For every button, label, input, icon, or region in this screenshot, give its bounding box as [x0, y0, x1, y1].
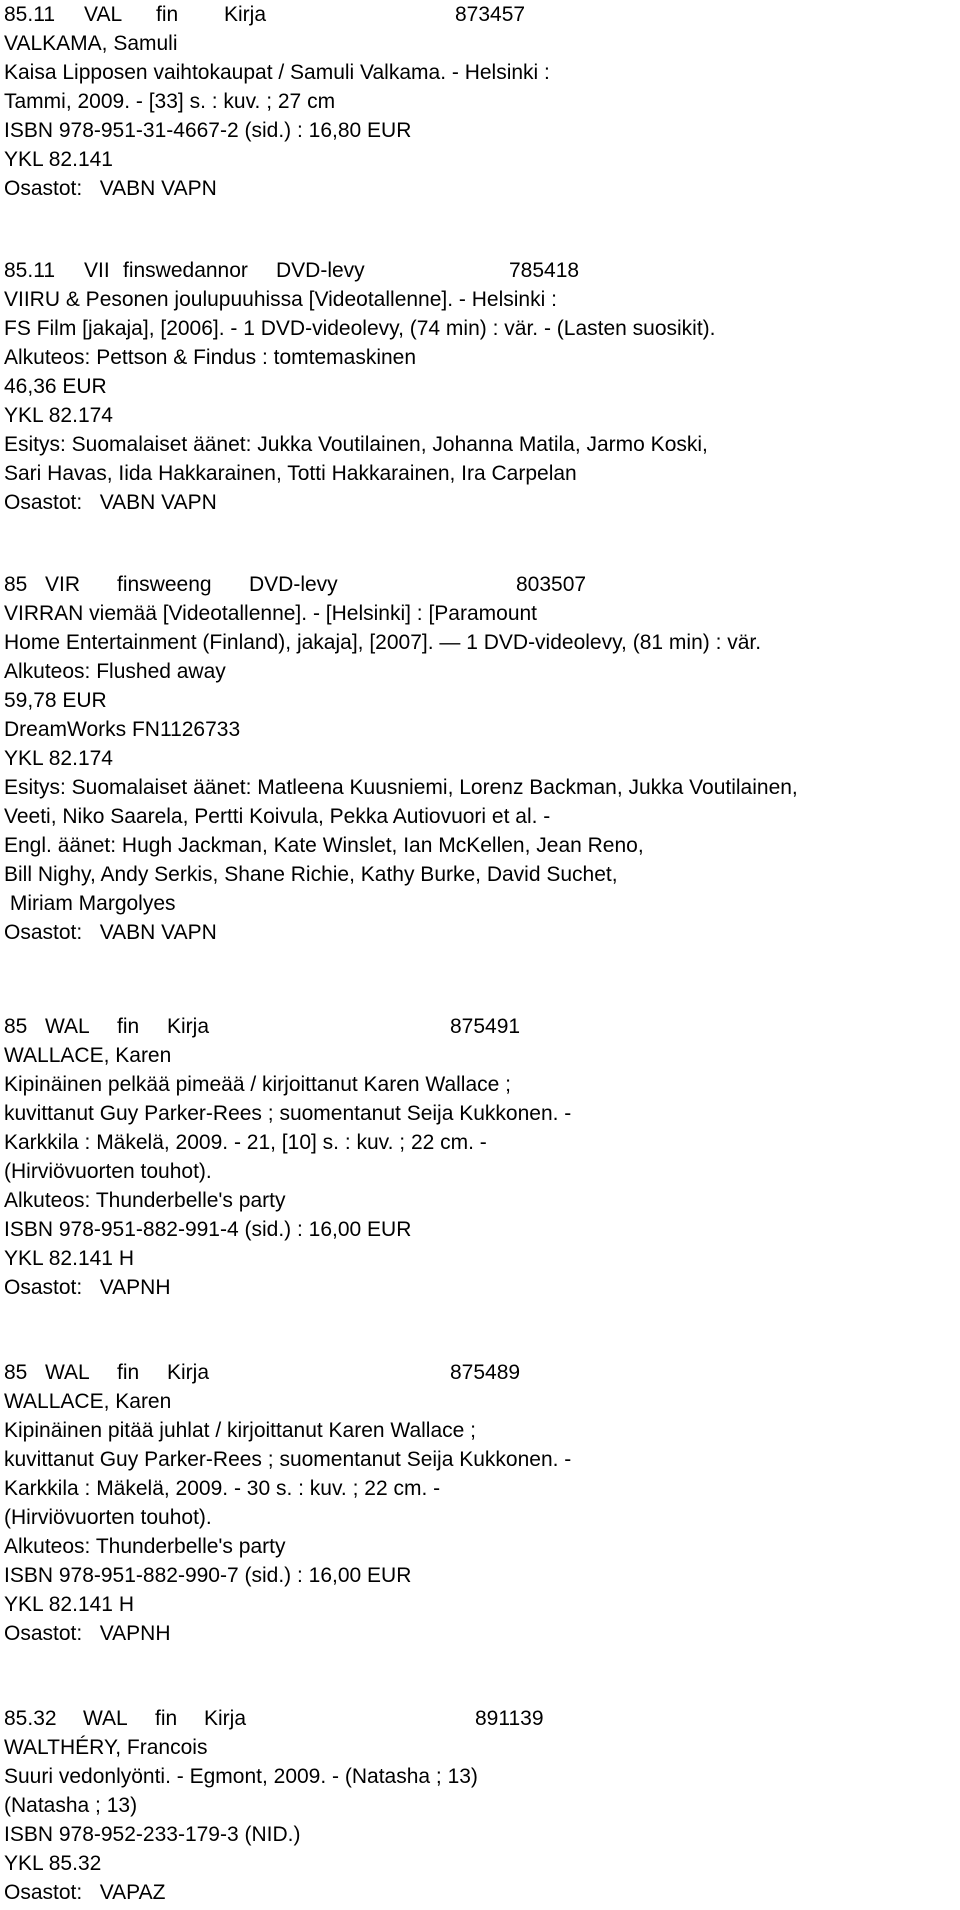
- shelf-code: WAL: [83, 1707, 128, 1730]
- class-code: 85: [4, 573, 28, 596]
- material-type: Kirja: [167, 1015, 210, 1038]
- record-line: Esitys: Suomalaiset äänet: Matleena Kuusniemi, Lorenz Backman, Jukka Voutilainen,: [4, 776, 798, 799]
- record-line: WALTHÉRY, Francois: [4, 1736, 208, 1759]
- record-line: Kipinäinen pelkää pimeää / kirjoittanut Karen Wallace ;: [4, 1073, 512, 1096]
- material-type: Kirja: [204, 1707, 247, 1730]
- class-code: 85.32: [4, 1707, 57, 1730]
- shelf-code: VII: [84, 259, 110, 282]
- record-line: YKL 85.32: [4, 1852, 102, 1875]
- record-line: kuvittanut Guy Parker-Rees ; suomentanut Seija Kukkonen. -: [4, 1448, 572, 1471]
- record-line: VIIRU & Pesonen joulupuuhissa [Videotallenne]. - Helsinki :: [4, 288, 557, 311]
- catalog-record: [4, 570, 954, 947]
- record-line: Osastot: VABN VAPN: [4, 921, 217, 944]
- record-line: WALLACE, Karen: [4, 1390, 172, 1413]
- language-code: fin: [156, 3, 179, 26]
- record-id: 873457: [455, 3, 526, 26]
- class-code: 85.11: [4, 3, 55, 26]
- record-line: (Hirviövuorten touhot).: [4, 1160, 212, 1183]
- record-line: kuvittanut Guy Parker-Rees ; suomentanut Seija Kukkonen. -: [4, 1102, 572, 1125]
- record-line: ISBN 978-952-233-179-3 (NID.): [4, 1823, 301, 1846]
- catalog-record: [4, 0, 954, 203]
- catalog-record: [4, 1358, 954, 1648]
- record-header: [4, 1704, 954, 1733]
- record-id: 803507: [516, 573, 587, 596]
- catalog-record: [4, 1012, 954, 1302]
- class-code: 85.11: [4, 259, 55, 282]
- class-code: 85: [4, 1361, 28, 1384]
- record-header: [4, 256, 954, 285]
- record-line: Kaisa Lipposen vaihtokaupat / Samuli Valkama. - Helsinki :: [4, 61, 550, 84]
- language-code: fin: [117, 1361, 140, 1384]
- record-line: WALLACE, Karen: [4, 1044, 172, 1067]
- record-line: Suuri vedonlyönti. - Egmont, 2009. - (Natasha ; 13): [4, 1765, 478, 1788]
- material-type: DVD-levy: [276, 259, 365, 282]
- record-line: (Hirviövuorten touhot).: [4, 1506, 212, 1529]
- record-line: Osastot: VAPNH: [4, 1276, 171, 1299]
- record-line: VALKAMA, Samuli: [4, 32, 178, 55]
- record-line: VIRRAN viemää [Videotallenne]. - [Helsinki] : [Paramount: [4, 602, 538, 625]
- record-line: Alkuteos: Pettson & Findus : tomtemaskinen: [4, 346, 417, 369]
- record-line: YKL 82.174: [4, 404, 113, 427]
- record-line: Karkkila : Mäkelä, 2009. - 21, [10] s. : kuv. ; 22 cm. -: [4, 1131, 487, 1154]
- record-line: YKL 82.174: [4, 747, 113, 770]
- record-line: DreamWorks FN1126733: [4, 718, 241, 741]
- record-line: Osastot: VABN VAPN: [4, 491, 217, 514]
- record-line: Veeti, Niko Saarela, Pertti Koivula, Pekka Autiovuori et al. -: [4, 805, 551, 828]
- record-id: 891139: [475, 1707, 544, 1730]
- record-line: ISBN 978-951-882-991-4 (sid.) : 16,00 EUR: [4, 1218, 412, 1241]
- record-line: Miriam Margolyes: [4, 892, 176, 915]
- record-line: 59,78 EUR: [4, 689, 107, 712]
- record-line: Sari Havas, Iida Hakkarainen, Totti Hakkarainen, Ira Carpelan: [4, 462, 577, 485]
- shelf-code: WAL: [45, 1361, 90, 1384]
- shelf-code: VAL: [84, 3, 123, 26]
- class-code: 85: [4, 1015, 28, 1038]
- record-id: 785418: [509, 259, 580, 282]
- record-id: 875491: [450, 1015, 521, 1038]
- record-line: Karkkila : Mäkelä, 2009. - 30 s. : kuv. ; 22 cm. -: [4, 1477, 441, 1500]
- record-header: [4, 0, 954, 29]
- record-line: YKL 82.141: [4, 148, 113, 171]
- language-code: finsweeng: [117, 573, 212, 596]
- record-line: Osastot: VAPNH: [4, 1622, 171, 1645]
- record-line: Osastot: VAPAZ: [4, 1881, 166, 1904]
- record-line: (Natasha ; 13): [4, 1794, 138, 1817]
- shelf-code: VIR: [45, 573, 81, 596]
- record-line: ISBN 978-951-882-990-7 (sid.) : 16,00 EUR: [4, 1564, 412, 1587]
- record-line: Alkuteos: Flushed away: [4, 660, 226, 683]
- record-line: Alkuteos: Thunderbelle's party: [4, 1189, 286, 1212]
- language-code: fin: [117, 1015, 140, 1038]
- record-line: Esitys: Suomalaiset äänet: Jukka Voutilainen, Johanna Matila, Jarmo Koski,: [4, 433, 708, 456]
- material-type: Kirja: [167, 1361, 210, 1384]
- record-line: Osastot: VABN VAPN: [4, 177, 217, 200]
- record-header: [4, 1358, 954, 1387]
- record-line: ISBN 978-951-31-4667-2 (sid.) : 16,80 EUR: [4, 119, 412, 142]
- record-line: Kipinäinen pitää juhlat / kirjoittanut Karen Wallace ;: [4, 1419, 476, 1442]
- shelf-code: WAL: [45, 1015, 90, 1038]
- record-line: Engl. äänet: Hugh Jackman, Kate Winslet, Ian McKellen, Jean Reno,: [4, 834, 644, 857]
- record-header: [4, 570, 954, 599]
- record-line: Home Entertainment (Finland), jakaja], [2007]. — 1 DVD-videolevy, (81 min) : vär.: [4, 631, 762, 654]
- record-id: 875489: [450, 1361, 521, 1384]
- material-type: Kirja: [224, 3, 267, 26]
- record-header: [4, 1012, 954, 1041]
- record-line: YKL 82.141 H: [4, 1593, 134, 1616]
- catalog-record: [4, 1704, 954, 1907]
- language-code: finswedannor: [123, 259, 248, 282]
- catalog-record: [4, 256, 954, 517]
- record-line: Alkuteos: Thunderbelle's party: [4, 1535, 286, 1558]
- material-type: DVD-levy: [249, 573, 338, 596]
- record-line: 46,36 EUR: [4, 375, 107, 398]
- record-line: Tammi, 2009. - [33] s. : kuv. ; 27 cm: [4, 90, 336, 113]
- language-code: fin: [155, 1707, 178, 1730]
- record-line: YKL 82.141 H: [4, 1247, 134, 1270]
- record-line: FS Film [jakaja], [2006]. - 1 DVD-videolevy, (74 min) : vär. - (Lasten suosikit).: [4, 317, 716, 340]
- record-line: Bill Nighy, Andy Serkis, Shane Richie, Kathy Burke, David Suchet,: [4, 863, 618, 886]
